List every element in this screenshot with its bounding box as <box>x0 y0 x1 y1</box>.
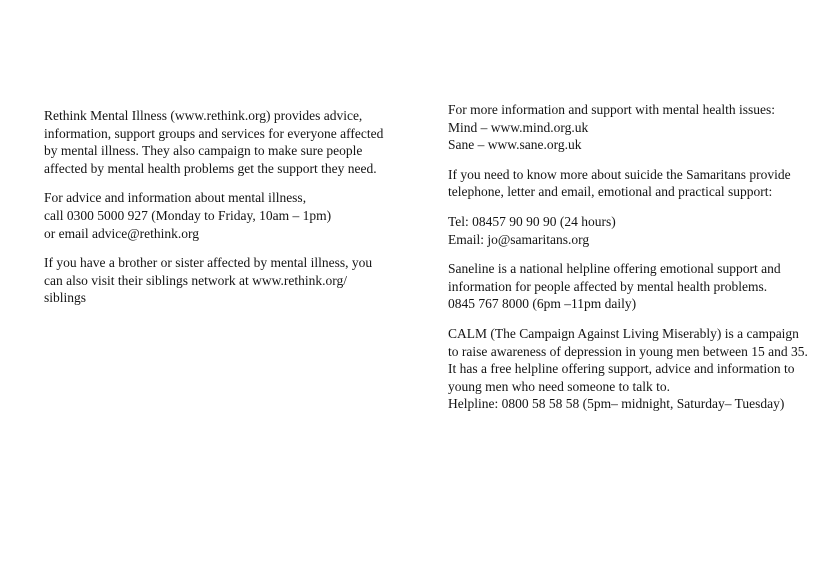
text-line: Email: jo@samaritans.org <box>448 231 590 247</box>
text-line: It has a free helpline offering support, advice and information to <box>448 361 795 377</box>
text-line: CALM (The Campaign Against Living Miserably) is a campaign <box>448 325 799 341</box>
paragraph-rethink-contact <box>44 189 414 242</box>
text-line: If you have a brother or sister affected by mental illness, you <box>44 255 373 271</box>
text-line: to raise awareness of depression in young men between 15 and 35. <box>448 343 808 359</box>
text-line: Saneline is a national helpline offering emotional support and <box>448 261 781 277</box>
text-line: by mental illness. They also campaign to make sure people <box>44 143 363 159</box>
text-line: call 0300 5000 927 (Monday to Friday, 10am – 1pm) <box>44 207 332 223</box>
paragraph-samaritans-intro <box>448 166 828 201</box>
text-line: 0845 767 8000 (6pm –11pm daily) <box>448 296 637 312</box>
paragraph-rethink-intro <box>44 107 414 177</box>
text-line: telephone, letter and email, emotional and practical support: <box>448 184 773 200</box>
right-column <box>448 101 828 425</box>
paragraph-saneline <box>448 260 828 313</box>
text-line: Mind – www.mind.org.uk <box>448 119 589 135</box>
text-line: For advice and information about mental illness, <box>44 190 307 206</box>
text-line: siblings <box>44 290 87 306</box>
paragraph-samaritans-contact <box>448 213 828 248</box>
text-line: Sane – www.sane.org.uk <box>448 137 582 153</box>
left-column <box>44 107 414 319</box>
text-line: information for people affected by mental health problems. <box>448 278 768 294</box>
text-line: young men who need someone to talk to. <box>448 378 670 394</box>
text-line: For more information and support with mental health issues: <box>448 102 775 117</box>
text-line: or email advice@rethink.org <box>44 225 200 241</box>
paragraph-calm <box>448 325 828 413</box>
text-line: If you need to know more about suicide the Samaritans provide <box>448 166 791 182</box>
text-line: affected by mental health problems get the support they need. <box>44 160 377 176</box>
text-line: Tel: 08457 90 90 90 (24 hours) <box>448 213 616 229</box>
text-line: Helpline: 0800 58 58 58 (5pm– midnight, Saturday– Tuesday) <box>448 396 785 412</box>
paragraph-more-info <box>448 101 828 154</box>
text-line: information, support groups and services for everyone affected <box>44 125 384 141</box>
text-line: can also visit their siblings network at www.rethink.org/ <box>44 272 347 288</box>
paragraph-siblings-network <box>44 254 414 307</box>
text-line: Rethink Mental Illness (www.rethink.org) provides advice, <box>44 108 363 123</box>
